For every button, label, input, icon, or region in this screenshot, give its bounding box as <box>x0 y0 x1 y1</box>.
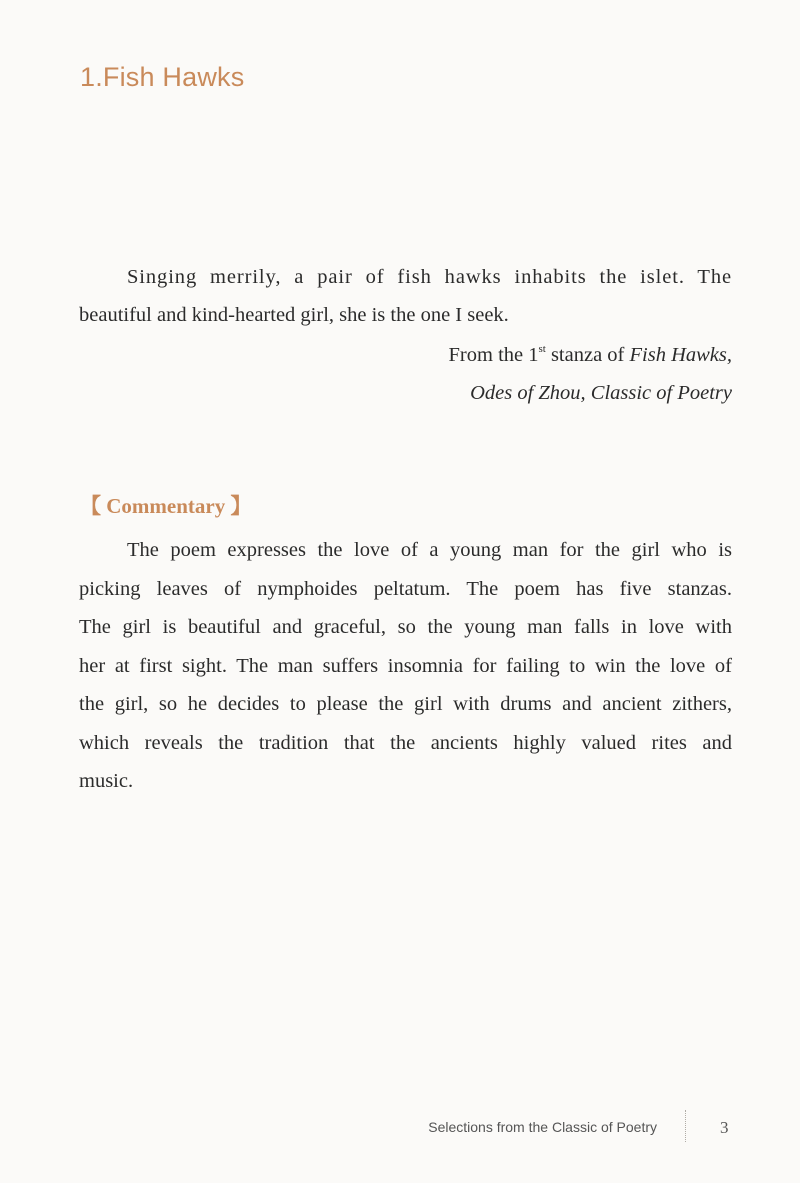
citation-work-title: Fish Hawks, <box>629 344 732 366</box>
footer-divider <box>685 1110 687 1142</box>
citation-line-2 <box>232 374 732 412</box>
citation-middle: stanza of <box>545 344 630 366</box>
poem-line-2: beautiful and kind-hearted girl, she is the one I seek. <box>79 304 509 326</box>
citation-line-1 <box>232 336 732 374</box>
commentary-line: music. <box>79 770 134 792</box>
bracket-close: 】 <box>230 494 252 518</box>
citation-prefix: From the 1 <box>448 344 539 366</box>
commentary-line: which reveals the tradition that the ancients highly valued rites and <box>79 731 732 754</box>
commentary-line: her at first sight. The man suffers insomnia for failing to win the love of <box>79 654 732 677</box>
commentary-heading-label: Commentary <box>101 494 231 518</box>
citation-collection: Odes of Zhou, Classic of Poetry <box>470 382 732 404</box>
running-footer-title: Selections from the Classic of Poetry <box>428 1119 657 1135</box>
commentary-heading <box>80 490 251 520</box>
commentary-text <box>79 531 732 801</box>
poem-line-1: Singing merrily, a pair of fish hawks inhabits the islet. The <box>127 266 732 288</box>
bracket-open: 【 <box>80 494 101 518</box>
poem-source-citation <box>232 336 732 412</box>
chapter-title: 1.Fish Hawks <box>80 62 245 92</box>
citation-ordinal-suffix: st <box>538 343 546 355</box>
poem-excerpt <box>79 258 732 334</box>
commentary-line: the girl, so he decides to please the girl with drums and ancient zithers, <box>79 693 732 715</box>
page-number: 3 <box>720 1118 729 1137</box>
commentary-line: picking leaves of nymphoides peltatum. The poem has five stanzas. <box>79 577 732 600</box>
commentary-line: The poem expresses the love of a young man for the girl who is <box>127 539 732 561</box>
commentary-line: The girl is beautiful and graceful, so the young man falls in love with <box>79 616 732 638</box>
